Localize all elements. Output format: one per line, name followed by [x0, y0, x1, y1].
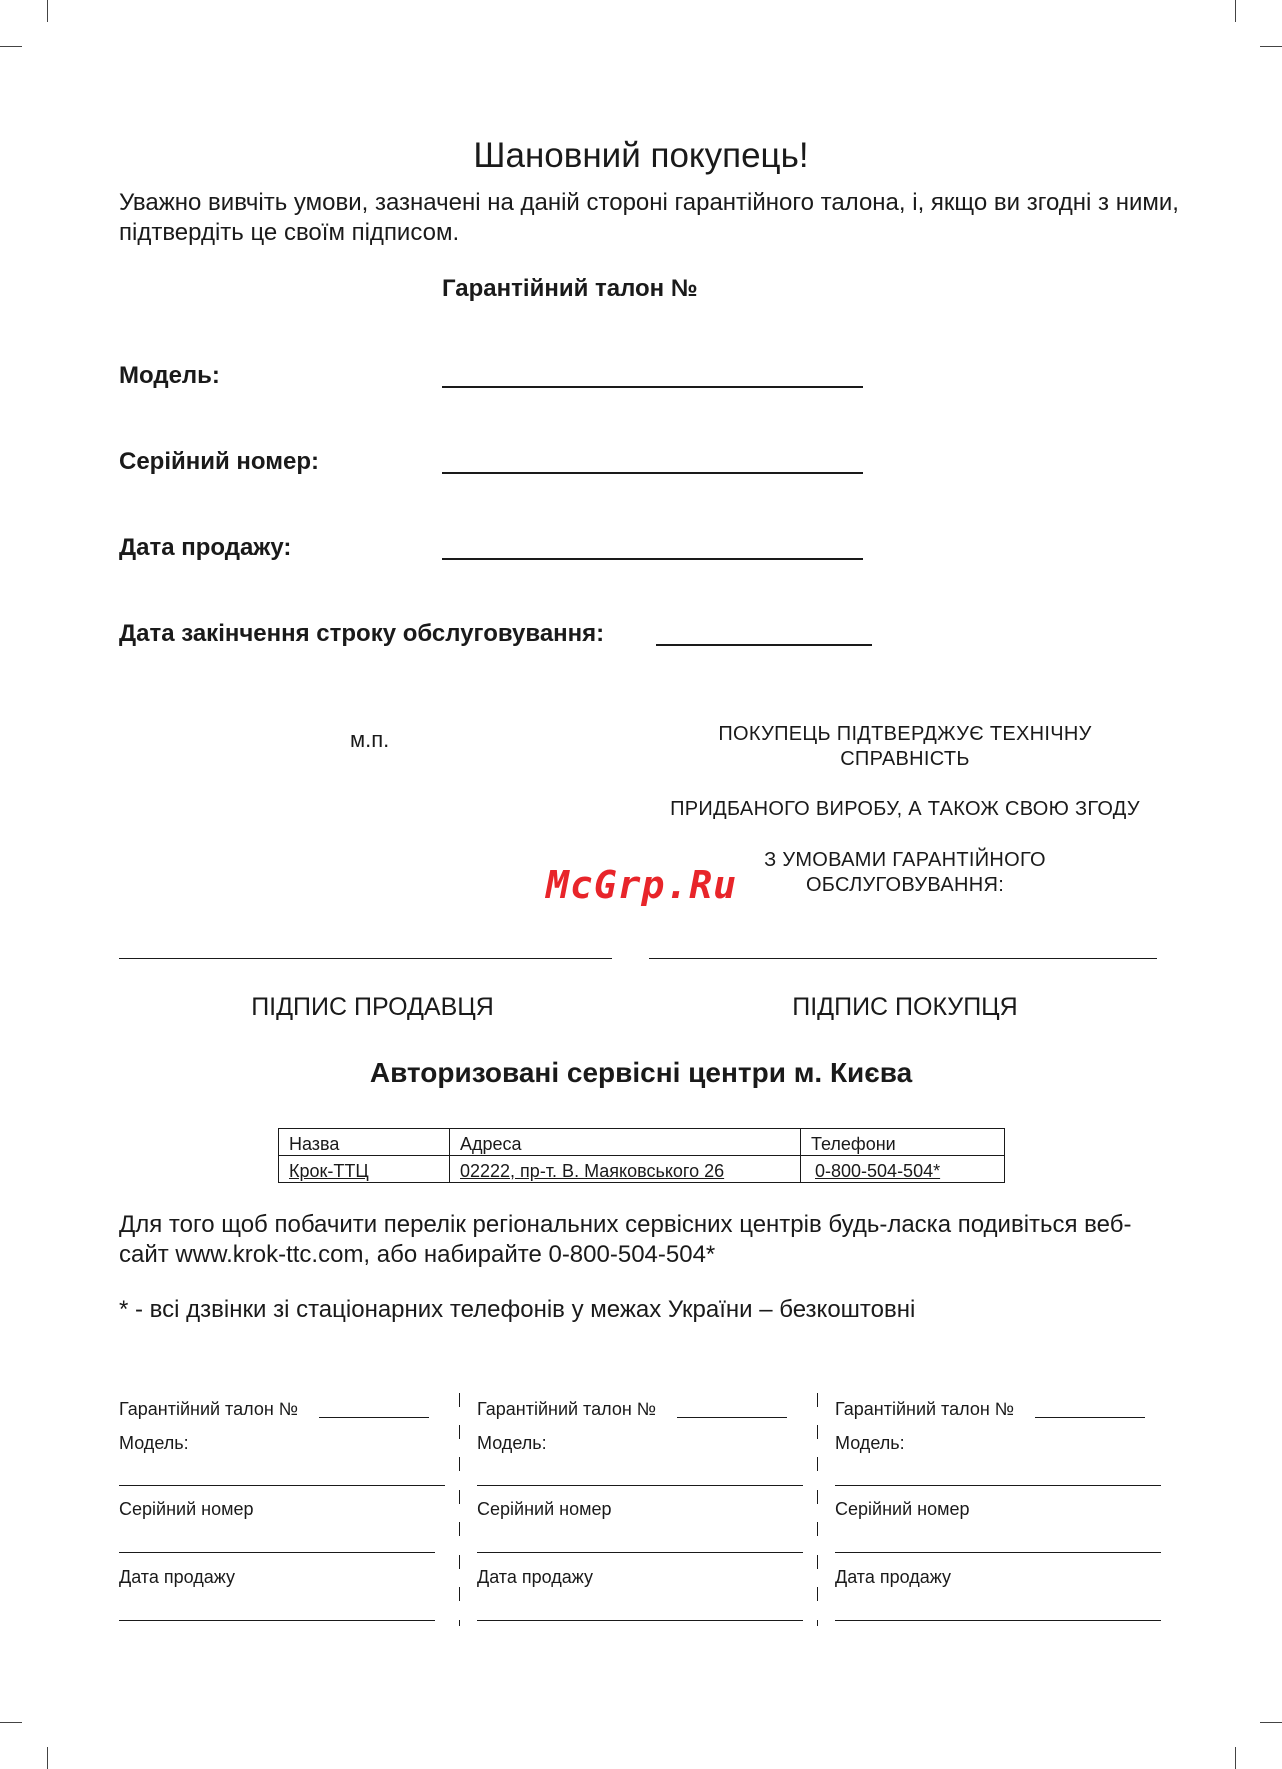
- cut-separator: [459, 1457, 460, 1471]
- coupon-model-label: Модель:: [119, 1433, 189, 1453]
- sale-date-label: Дата продажу:: [119, 534, 292, 561]
- cut-separator: [459, 1620, 460, 1626]
- cut-separator: [817, 1620, 818, 1626]
- coupon-model-line[interactable]: [119, 1485, 445, 1486]
- seller-signature-label: ПІДПИС ПРОДАВЦЯ: [251, 993, 494, 1021]
- coupon-model-label: Модель:: [477, 1433, 547, 1453]
- coupon-sale-date-line[interactable]: [477, 1620, 803, 1621]
- centers-title: Авторизовані сервісні центри м. Києва: [369, 1057, 913, 1088]
- cut-separator: [817, 1555, 818, 1569]
- page-title: Шановний покупець!: [473, 136, 809, 175]
- coupon-talon-number-line[interactable]: [677, 1417, 787, 1418]
- crop-mark: [0, 1722, 22, 1723]
- seller-signature-line[interactable]: [119, 958, 612, 959]
- center-address-link[interactable]: 02222, пр-т. В. Маяковського 26: [450, 1156, 801, 1183]
- coupon-talon-label: Гарантійний талон №: [119, 1399, 299, 1419]
- model-label: Модель:: [119, 362, 220, 389]
- serial-label: Серійний номер:: [119, 448, 320, 475]
- confirm-line-3: ПРИДБАНОГО ВИРОБУ, А ТАКОЖ СВОЮ ЗГОДУ: [670, 798, 1140, 820]
- footnote-text: * - всі дзвінки зі стаціонарних телефонів у межах України – безкоштовні: [119, 1296, 916, 1323]
- crop-mark: [1260, 46, 1282, 47]
- service-end-label: Дата закінчення строку обслуговування:: [119, 620, 605, 647]
- service-end-field-line[interactable]: [656, 644, 872, 646]
- cut-separator: [817, 1393, 818, 1407]
- coupon-model-line[interactable]: [477, 1485, 803, 1486]
- cut-separator: [817, 1490, 818, 1504]
- crop-mark: [47, 0, 48, 22]
- coupon-serial-line[interactable]: [835, 1552, 1161, 1553]
- tear-off-coupon-1: [119, 1395, 449, 1635]
- buyer-signature-line[interactable]: [649, 958, 1157, 959]
- talon-heading: Гарантійний талон №: [442, 275, 698, 302]
- sale-date-field-line[interactable]: [442, 558, 863, 560]
- tear-off-coupon-2: [477, 1395, 807, 1635]
- buyer-signature-label: ПІДПИС ПОКУПЦЯ: [792, 993, 1018, 1021]
- confirm-line-2: СПРАВНІСТЬ: [840, 748, 970, 770]
- coupon-talon-label: Гарантійний талон №: [835, 1399, 1015, 1419]
- service-centers-table: [278, 1128, 1005, 1183]
- coupon-sale-date-label: Дата продажу: [835, 1567, 951, 1587]
- coupon-serial-label: Серійний номер: [477, 1499, 612, 1519]
- table-row: [279, 1156, 1005, 1183]
- cut-separator: [459, 1490, 460, 1504]
- table-header-cell: Назва: [279, 1129, 450, 1156]
- coupon-model-label: Модель:: [835, 1433, 905, 1453]
- cut-separator: [817, 1425, 818, 1439]
- confirm-line-1: ПОКУПЕЦЬ ПІДТВЕРДЖУЄ ТЕХНІЧНУ: [718, 723, 1092, 745]
- cut-separator: [459, 1393, 460, 1407]
- watermark-logo: McGrp.Ru: [546, 863, 738, 907]
- table-header-cell: Телефони: [801, 1129, 1005, 1156]
- coupon-talon-number-line[interactable]: [1035, 1417, 1145, 1418]
- cut-separator: [817, 1587, 818, 1601]
- coupon-talon-number-line[interactable]: [319, 1417, 429, 1418]
- cut-separator: [459, 1555, 460, 1569]
- confirm-line-4: З УМОВАМИ ГАРАНТІЙНОГО: [764, 849, 1046, 871]
- tear-off-coupon-3: [835, 1395, 1165, 1635]
- stamp-placeholder: м.п.: [350, 727, 390, 752]
- cut-separator: [817, 1522, 818, 1536]
- center-phone-link[interactable]: 0-800-504-504*: [801, 1156, 1005, 1183]
- coupon-sale-date-label: Дата продажу: [477, 1567, 593, 1587]
- crop-mark: [1235, 0, 1236, 22]
- coupon-serial-label: Серійний номер: [119, 1499, 254, 1519]
- coupon-serial-label: Серійний номер: [835, 1499, 970, 1519]
- crop-mark: [1260, 1722, 1282, 1723]
- crop-mark: [0, 46, 22, 47]
- coupon-serial-line[interactable]: [477, 1552, 803, 1553]
- intro-text: Уважно вивчіть умови, зазначені на даній стороні гарантійного талона, і, якщо ви згодні з ними, підтвердіть це своїм підписом.: [119, 189, 1179, 246]
- cut-separator: [459, 1425, 460, 1439]
- table-header-row: [279, 1129, 1005, 1156]
- crop-mark: [47, 1747, 48, 1769]
- table-header-cell: Адреса: [450, 1129, 801, 1156]
- serial-field-line[interactable]: [442, 472, 863, 474]
- center-name-link[interactable]: Крок-ТТЦ: [279, 1156, 450, 1183]
- cut-separator: [817, 1457, 818, 1471]
- regional-centers-text: Для того щоб побачити перелік регіональних сервісних центрів будь-ласка подивіться веб-сайт www.krok-ttc.com, або набирайте 0-800-504-504*: [119, 1211, 1132, 1268]
- coupon-sale-date-label: Дата продажу: [119, 1567, 235, 1587]
- coupon-model-line[interactable]: [835, 1485, 1161, 1486]
- crop-mark: [1235, 1747, 1236, 1769]
- coupon-talon-label: Гарантійний талон №: [477, 1399, 657, 1419]
- cut-separator: [459, 1587, 460, 1601]
- model-field-line[interactable]: [442, 386, 863, 388]
- cut-separator: [459, 1522, 460, 1536]
- coupon-sale-date-line[interactable]: [835, 1620, 1161, 1621]
- coupon-serial-line[interactable]: [119, 1552, 435, 1553]
- coupon-sale-date-line[interactable]: [119, 1620, 435, 1621]
- confirm-line-5: ОБСЛУГОВУВАННЯ:: [805, 874, 1005, 896]
